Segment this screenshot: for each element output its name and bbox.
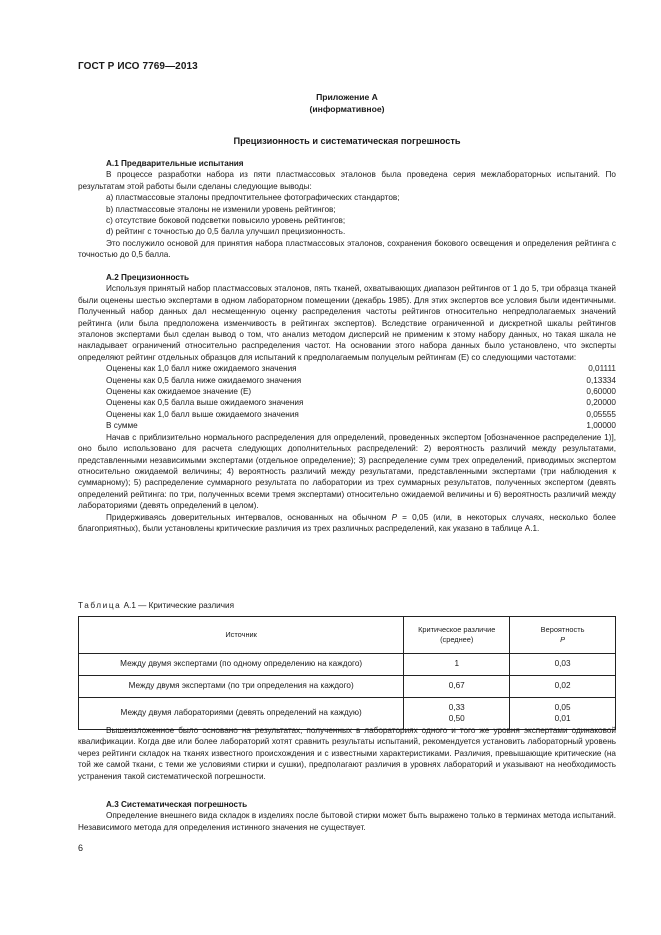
a3-text: Определение внешнего вида складок в изделиях после бытовой стирки может быть выражено только в терминах метода испытаний. Независимого метода для определения истинного значения не существует. (78, 811, 616, 832)
frequency-value: 0,01111 (588, 364, 616, 374)
frequency-row (106, 363, 616, 374)
table-caption-text: А.1 — Критические различия (121, 601, 235, 610)
cell-source: Между двумя экспертами (по три определения на каждого) (79, 676, 404, 698)
cell-source: Между двумя экспертами (по одному определению на каждого) (79, 654, 404, 676)
after-table-block (78, 725, 616, 782)
a2-paragraph-3 (78, 512, 616, 535)
page-number: 6 (78, 843, 84, 853)
cell-probability-value: 0,01 (554, 713, 571, 723)
frequency-label: Оценены как 1,0 балл выше ожидаемого значения (106, 409, 299, 419)
a1-item-c: c) отсутствие боковой подсветки повысило уровень рейтингов; (106, 216, 346, 226)
cell-critical-value: 0,50 (448, 713, 465, 723)
a1-item-b: b) пластмассовые эталоны не изменили уровень рейтингов; (106, 204, 336, 214)
a2-paragraph-1: Используя принятый набор пластмассовых эталонов, пять тканей, охватывающих диапазон рейтингов от 1 до 5, три образца тканей были оценены шестью экспертами в одном лабораторном помещении (декабрь 1985). Для этих экспертов все условия были идентичными. Полученный набор данных дал несмещенную оценку распределения частоты рейтингов относительно непредполагаемых значений рейтинга (или была предположена изменчивость в рейтингах экспертов). Вследствие ограниченной и дискретной шкалы рейтингов эталонов экспертами был сделан вывод о том, что анализ методом дисперсий не применим к этому набору данных, но такая шкала не накладывает ограничений относительно распределения частот. На основании этого набора данных было установлено, что эксперты определяют рейтинг отдельных образцов для испытаний к предполагаемым полуцелым рейтингам (Е) со следующими частотами: (78, 284, 616, 362)
cell-probability-value: 0,05 (554, 703, 571, 712)
section-a2 (78, 272, 616, 534)
a2-heading: А.2 Прецизионность (106, 273, 190, 282)
frequency-total-row (106, 420, 616, 431)
cell-critical: 0,67 (404, 676, 510, 698)
header-critical (404, 617, 510, 654)
text-span: Придерживаясь доверительных интервалов, основанных на обычном (106, 512, 392, 522)
frequency-row (106, 409, 616, 420)
appendix-type: (информативное) (309, 103, 385, 114)
cell-probability: 0,02 (510, 676, 616, 698)
frequency-value: 0,13334 (586, 375, 616, 385)
frequency-label: Оценены как 1,0 балл ниже ожидаемого значения (106, 364, 297, 374)
frequency-value: 0,05555 (586, 409, 616, 419)
frequency-value: 0,60000 (586, 387, 616, 397)
header-critical-line2: (среднее) (440, 635, 474, 644)
frequency-list (78, 363, 616, 431)
a1-item-a: а) пластмассовые эталоны предпочтительнее фотографических стандартов; (106, 193, 400, 203)
a3-heading: А.3 Систематическая погрешность (106, 800, 248, 809)
header-critical-line1: Критическое различие (418, 625, 496, 634)
a1-conclusion: Это послужило основой для принятия набора пластмассовых эталонов, сохранения бокового освещения и определения рейтинга с точностью до 0,5 балла. (78, 238, 616, 260)
frequency-label: Оценены как 0,5 балла выше ожидаемого значения (106, 398, 304, 408)
critical-differences-table-wrap (78, 616, 616, 730)
header-prob-line2: P (560, 635, 566, 644)
appendix-label: Приложение А (316, 92, 378, 102)
cell-critical: 1 (404, 654, 510, 676)
standard-designation: ГОСТ Р ИСО 7769—2013 (78, 61, 198, 72)
frequency-row (106, 375, 616, 386)
frequency-value: 1,00000 (586, 421, 616, 431)
table-caption (78, 600, 616, 611)
a1-heading: А.1 Предварительные испытания (106, 159, 244, 168)
cell-source: Между двумя лабораториями (девять определений на каждую) (79, 698, 404, 730)
header-probability (510, 617, 616, 654)
frequency-row (106, 386, 616, 397)
appendix-title (78, 92, 616, 115)
variable-p: P (391, 512, 398, 522)
cell-critical-value: 0,33 (448, 703, 465, 712)
cell-probability: 0,03 (510, 654, 616, 676)
a1-item-d: d) рейтинг с точностью до 0,5 балла улучшил прецизионность. (106, 227, 346, 237)
table-row (79, 654, 616, 676)
section-a1 (78, 158, 616, 261)
header-prob-line1: Вероятность (540, 625, 585, 634)
frequency-label: В сумме (106, 421, 138, 431)
table-header-row (79, 617, 616, 654)
frequency-value: 0,20000 (586, 398, 616, 408)
header-source: Источник (79, 617, 404, 654)
critical-differences-table (78, 616, 616, 730)
a2-paragraph-2: Начав с приблизительно нормального распределения для определений, проведенных экспертом [обозначенное распределение 1)], оно было использовано для расчета следующих дополнительных распределений: 2) вероятность различий между результатами, представленными независимыми экспертами (отдельное определение); 3) распределение сумм трех определений, приводимых экспертом относительно ожидаемой величины; 4) вероятность различий между результатами, представленными экспертами (три наблюдения к суммарному); 5) распределение суммарного результата по лаборатории из трех суммарных результатов, полученных экспертом (девять определений рейтинга: по три, полученных всеми тремя экспертами) относительно ожидаемой величины и 6) вероятность различий между лабораториями (девять определений в целом). (78, 432, 616, 511)
frequency-label: Оценены как ожидаемое значение (Е) (106, 387, 252, 397)
after-table-paragraph: Вышеизложенное было основано на результатах, полученных в лабораториях одного и того же уровня экспертами одинаковой квалификации. Когда две или более лабораторий хотят сравнить результаты испытаний, рекомендуется установить лабораторный уровень через рейтинги складок на тканях известного происхождения и с известными характеристиками. Различия, превышающие критические (на той же самой ткани, с теми же условиями стирки и сушки), предполагают различия в уровнях лабораторий и указывают на необходимость устранения такой систематической погрешности. (78, 726, 616, 781)
table-caption-prefix: Таблица (78, 601, 122, 610)
frequency-label: Оценены как 0,5 балла ниже ожидаемого значения (106, 375, 302, 385)
a1-intro: В процессе разработки набора из пяти пластмассовых эталонов была проведена серия межлабораторных испытаний. По результатам этой работы были сделаны следующие выводы: (78, 170, 616, 191)
section-title: Прецизионность и систематическая погрешность (233, 136, 461, 146)
section-a3 (78, 799, 616, 833)
table-row (79, 676, 616, 698)
frequency-row (106, 397, 616, 408)
text-span: = 0,05 (или, в некоторых случаях, несколько более благоприятных), были установлены критические различия из трех различных распределений, как указано в таблице А.1. (78, 512, 616, 533)
